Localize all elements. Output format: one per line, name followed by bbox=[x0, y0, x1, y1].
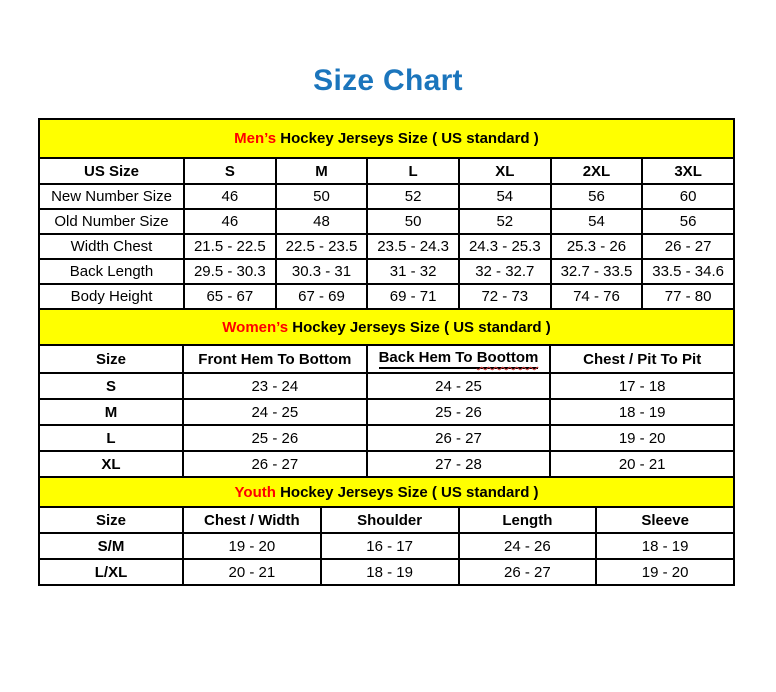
row-label: New Number Size bbox=[39, 184, 184, 209]
column-header: Shoulder bbox=[321, 507, 459, 533]
column-header: Size bbox=[39, 345, 183, 373]
size-value-cell: 33.5 - 34.6 bbox=[642, 259, 734, 284]
womens-section-header-row bbox=[39, 309, 734, 345]
size-value-cell: 25 - 26 bbox=[183, 425, 367, 451]
mens-section-header-row bbox=[39, 119, 734, 158]
size-value-cell: 67 - 69 bbox=[276, 284, 368, 309]
page-title: Size Chart bbox=[313, 64, 463, 97]
column-header: 2XL bbox=[551, 158, 643, 184]
row-label: Old Number Size bbox=[39, 209, 184, 234]
size-value-cell: 74 - 76 bbox=[551, 284, 643, 309]
size-value-cell: 30.3 - 31 bbox=[276, 259, 368, 284]
size-value-cell: 50 bbox=[276, 184, 368, 209]
size-value-cell: 24 - 25 bbox=[183, 399, 367, 425]
size-value-cell: 46 bbox=[184, 209, 276, 234]
size-value-cell: 26 - 27 bbox=[183, 451, 367, 477]
table-row bbox=[39, 284, 734, 309]
size-value-cell: 77 - 80 bbox=[642, 284, 734, 309]
table-row bbox=[39, 533, 734, 559]
column-header: S bbox=[184, 158, 276, 184]
table-row bbox=[39, 373, 734, 399]
size-value-cell: 19 - 20 bbox=[596, 559, 734, 585]
size-value-cell: 24.3 - 25.3 bbox=[459, 234, 551, 259]
size-value-cell: 20 - 21 bbox=[550, 451, 734, 477]
row-label: S bbox=[39, 373, 183, 399]
youth-column-header-row bbox=[39, 507, 734, 533]
size-value-cell: 56 bbox=[551, 184, 643, 209]
mens-section-accent: Men’s bbox=[234, 130, 277, 147]
column-header: Size bbox=[39, 507, 183, 533]
size-value-cell: 48 bbox=[276, 209, 368, 234]
back-hem-header-misspelled-word: Boottom bbox=[476, 349, 539, 366]
mens-size-table bbox=[38, 118, 735, 310]
row-label: L/XL bbox=[39, 559, 183, 585]
size-value-cell: 25 - 26 bbox=[367, 399, 551, 425]
column-header: L bbox=[367, 158, 459, 184]
mens-section-header bbox=[39, 119, 734, 158]
size-value-cell: 17 - 18 bbox=[550, 373, 734, 399]
size-value-cell: 23.5 - 24.3 bbox=[367, 234, 459, 259]
size-value-cell: 69 - 71 bbox=[367, 284, 459, 309]
size-value-cell: 27 - 28 bbox=[367, 451, 551, 477]
size-value-cell: 21.5 - 22.5 bbox=[184, 234, 276, 259]
column-header: US Size bbox=[39, 158, 184, 184]
size-value-cell: 18 - 19 bbox=[550, 399, 734, 425]
youth-section-header-row bbox=[39, 477, 734, 507]
row-label: XL bbox=[39, 451, 183, 477]
mens-section-title: Hockey Jerseys Size ( US standard ) bbox=[276, 130, 539, 147]
size-value-cell: 52 bbox=[367, 184, 459, 209]
column-header: XL bbox=[459, 158, 551, 184]
back-hem-header-prefix: Back Hem To bbox=[378, 349, 473, 366]
table-row bbox=[39, 451, 734, 477]
table-row bbox=[39, 209, 734, 234]
size-value-cell: 22.5 - 23.5 bbox=[276, 234, 368, 259]
column-header: Chest / Width bbox=[183, 507, 321, 533]
size-value-cell: 56 bbox=[642, 209, 734, 234]
size-value-cell: 16 - 17 bbox=[321, 533, 459, 559]
column-header: 3XL bbox=[642, 158, 734, 184]
size-value-cell: 65 - 67 bbox=[184, 284, 276, 309]
youth-section-accent: Youth bbox=[234, 483, 276, 501]
size-value-cell: 23 - 24 bbox=[183, 373, 367, 399]
womens-section-header bbox=[39, 309, 734, 345]
column-header: M bbox=[276, 158, 368, 184]
size-value-cell: 26 - 27 bbox=[367, 425, 551, 451]
size-value-cell: 72 - 73 bbox=[459, 284, 551, 309]
mens-column-header-row bbox=[39, 158, 734, 184]
column-header: Length bbox=[459, 507, 597, 533]
row-label: S/M bbox=[39, 533, 183, 559]
size-value-cell: 26 - 27 bbox=[459, 559, 597, 585]
youth-section-header bbox=[39, 477, 734, 507]
row-label: Back Length bbox=[39, 259, 184, 284]
size-value-cell: 18 - 19 bbox=[596, 533, 734, 559]
size-value-cell: 31 - 32 bbox=[367, 259, 459, 284]
size-value-cell: 50 bbox=[367, 209, 459, 234]
table-row bbox=[39, 399, 734, 425]
size-value-cell: 29.5 - 30.3 bbox=[184, 259, 276, 284]
youth-section-title: Hockey Jerseys Size ( US standard ) bbox=[275, 483, 539, 501]
size-value-cell: 18 - 19 bbox=[321, 559, 459, 585]
table-row bbox=[39, 184, 734, 209]
womens-size-table bbox=[38, 308, 735, 478]
back-hem-header-underline bbox=[379, 349, 539, 369]
size-value-cell: 32.7 - 33.5 bbox=[551, 259, 643, 284]
size-value-cell: 60 bbox=[642, 184, 734, 209]
size-value-cell: 26 - 27 bbox=[642, 234, 734, 259]
womens-section-title: Hockey Jerseys Size ( US standard ) bbox=[288, 318, 551, 336]
row-label: M bbox=[39, 399, 183, 425]
table-row bbox=[39, 425, 734, 451]
size-value-cell: 25.3 - 26 bbox=[551, 234, 643, 259]
size-value-cell: 19 - 20 bbox=[550, 425, 734, 451]
size-value-cell: 24 - 25 bbox=[367, 373, 551, 399]
size-value-cell: 52 bbox=[459, 209, 551, 234]
size-value-cell: 32 - 32.7 bbox=[459, 259, 551, 284]
size-value-cell: 20 - 21 bbox=[183, 559, 321, 585]
column-header: Front Hem To Bottom bbox=[183, 345, 367, 373]
womens-section-accent: Women’s bbox=[222, 318, 289, 336]
size-value-cell: 19 - 20 bbox=[183, 533, 321, 559]
size-value-cell: 54 bbox=[459, 184, 551, 209]
table-row bbox=[39, 234, 734, 259]
column-header: Sleeve bbox=[596, 507, 734, 533]
table-row bbox=[39, 559, 734, 585]
column-header bbox=[367, 345, 551, 373]
row-label: Width Chest bbox=[39, 234, 184, 259]
column-header: Chest / Pit To Pit bbox=[550, 345, 734, 373]
size-value-cell: 54 bbox=[551, 209, 643, 234]
size-value-cell: 46 bbox=[184, 184, 276, 209]
row-label: Body Height bbox=[39, 284, 184, 309]
table-row bbox=[39, 259, 734, 284]
row-label: L bbox=[39, 425, 183, 451]
womens-column-header-row bbox=[39, 345, 734, 373]
youth-size-table bbox=[38, 476, 735, 586]
size-value-cell: 24 - 26 bbox=[459, 533, 597, 559]
